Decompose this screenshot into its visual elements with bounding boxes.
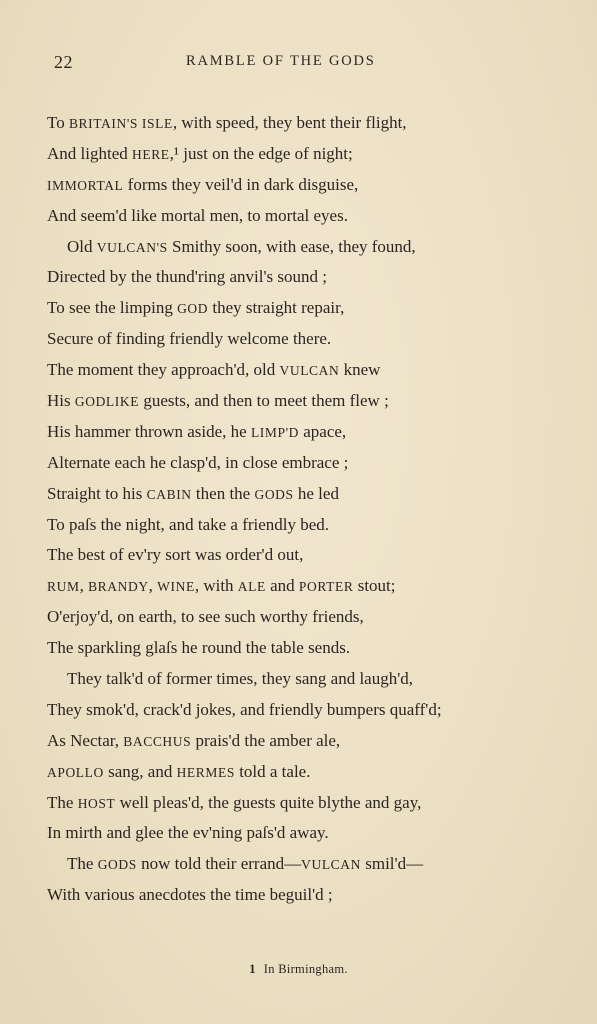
- poem-line: [47, 726, 587, 757]
- poem-line: [47, 880, 587, 911]
- line-text: The: [47, 792, 78, 812]
- line-text: apace,: [299, 421, 347, 441]
- poem-line: [47, 324, 587, 355]
- line-text: The best of ev'ry sort was order'd out,: [47, 545, 304, 565]
- poem-line: [47, 139, 587, 170]
- line-text: To: [47, 113, 69, 132]
- line-text: Secure of finding friendly welcome there.: [47, 329, 332, 349]
- line-text: guests, and then to meet them flew ;: [139, 391, 389, 411]
- footnote-marker: 1: [249, 962, 256, 976]
- line-text: smil'd—: [361, 854, 424, 874]
- line-text: The: [67, 854, 98, 874]
- small-caps-text: ALE: [237, 579, 266, 595]
- poem-line: [47, 201, 587, 232]
- line-text: he led: [293, 483, 339, 503]
- poem-line: [47, 540, 587, 571]
- small-caps-text: LIMP'D: [250, 424, 299, 440]
- poem-line: [47, 108, 587, 139]
- line-text: forms they veil'd in dark disguise,: [123, 174, 359, 194]
- poem-line: [47, 788, 587, 819]
- line-text: The sparkling glaſs he round the table sends.: [47, 638, 351, 658]
- line-text: And lighted: [47, 143, 132, 163]
- small-caps-text: BACCHUS: [123, 733, 192, 749]
- line-text: Directed by the thund'ring anvil's sound ;: [47, 267, 327, 287]
- small-caps-text: GODS: [254, 486, 294, 502]
- poem-line: [47, 818, 587, 849]
- line-text: His hammer thrown aside, he: [47, 421, 251, 441]
- line-text: Alternate each he clasp'd, in close embrace ;: [47, 452, 349, 472]
- poem-line: [47, 849, 587, 880]
- line-text: With various anecdotes the time beguil'd ;: [47, 885, 333, 905]
- line-text: O'erjoy'd, on earth, to see such worthy friends,: [47, 607, 364, 627]
- line-text: stout;: [353, 576, 396, 596]
- line-text: They smok'd, crack'd jokes, and friendly bumpers quaff'd;: [47, 699, 442, 719]
- small-caps-text: IMMORTAL: [47, 177, 124, 193]
- poem-line: [47, 510, 587, 541]
- small-caps-text: VULCAN'S: [96, 239, 168, 255]
- poem-line: [47, 695, 587, 726]
- small-caps-text: GODLIKE: [74, 394, 140, 410]
- poem-line: [47, 293, 587, 324]
- line-text: , with: [194, 576, 238, 596]
- poem-line: [47, 386, 587, 417]
- poem-line: [47, 232, 587, 263]
- line-text: sang, and: [103, 761, 177, 781]
- line-text: Old: [67, 236, 97, 256]
- line-text: And seem'd like mortal men, to mortal eyes.: [47, 205, 348, 225]
- line-text: ,: [79, 576, 89, 596]
- line-text: they straight repair,: [208, 298, 345, 318]
- poem-line: [47, 664, 587, 695]
- small-caps-text: APOLLO: [47, 764, 104, 780]
- small-caps-text: BRITAIN'S ISLE: [68, 116, 173, 131]
- line-text: They talk'd of former times, they sang and laugh'd,: [67, 669, 414, 689]
- line-text: To see the limping: [47, 298, 178, 318]
- small-caps-text: GODS: [97, 857, 137, 873]
- small-caps-text: BRANDY: [88, 579, 149, 595]
- poem-line: [47, 355, 587, 386]
- line-text: , with speed, they bent their flight,: [172, 113, 407, 132]
- line-text: and: [265, 576, 299, 596]
- line-text: then the: [191, 483, 255, 503]
- line-text: Straight to his: [47, 483, 147, 503]
- line-text: prais'd the amber ale,: [191, 730, 341, 750]
- poem-line: [47, 170, 587, 201]
- line-text: ,¹ just on the edge of night;: [169, 143, 353, 163]
- poem-line: [47, 571, 587, 602]
- small-caps-text: HERE: [132, 146, 170, 162]
- footnote-text: In Birmingham.: [263, 962, 348, 976]
- poem-body: [47, 108, 587, 911]
- footnote: [0, 962, 597, 977]
- running-title: RAMBLE OF THE GODS: [186, 53, 376, 69]
- line-text: knew: [339, 360, 381, 380]
- poem-line: [47, 602, 587, 633]
- small-caps-text: PORTER: [298, 579, 354, 595]
- poem-line: [47, 417, 587, 448]
- small-caps-text: HERMES: [176, 764, 235, 780]
- line-text: now told their errand—: [136, 854, 302, 874]
- small-caps-text: CABIN: [146, 486, 192, 502]
- line-text: To paſs the night, and take a friendly bed.: [47, 514, 330, 534]
- line-text: ,: [148, 576, 158, 596]
- small-caps-text: WINE: [157, 579, 195, 595]
- small-caps-text: VULCAN: [279, 363, 340, 379]
- page-number: 22: [54, 52, 73, 72]
- line-text: In mirth and glee the ev'ning paſs'd away.: [47, 823, 329, 843]
- small-caps-text: RUM: [47, 579, 80, 595]
- poem-line: [47, 479, 587, 510]
- line-text: As Nectar,: [47, 730, 124, 750]
- line-text: The moment they approach'd, old: [47, 360, 280, 380]
- page-header: [54, 52, 597, 76]
- small-caps-text: VULCAN: [301, 857, 361, 873]
- poem-line: [47, 262, 587, 293]
- poem-line: [47, 448, 587, 479]
- line-text: Smithy soon, with ease, they found,: [167, 236, 416, 256]
- line-text: well pleas'd, the guests quite blythe and gay,: [115, 792, 422, 812]
- poem-line: [47, 633, 587, 664]
- small-caps-text: GOD: [177, 301, 209, 317]
- small-caps-text: HOST: [77, 795, 116, 811]
- line-text: His: [47, 391, 75, 411]
- poem-line: [47, 757, 587, 788]
- line-text: told a tale.: [234, 761, 311, 781]
